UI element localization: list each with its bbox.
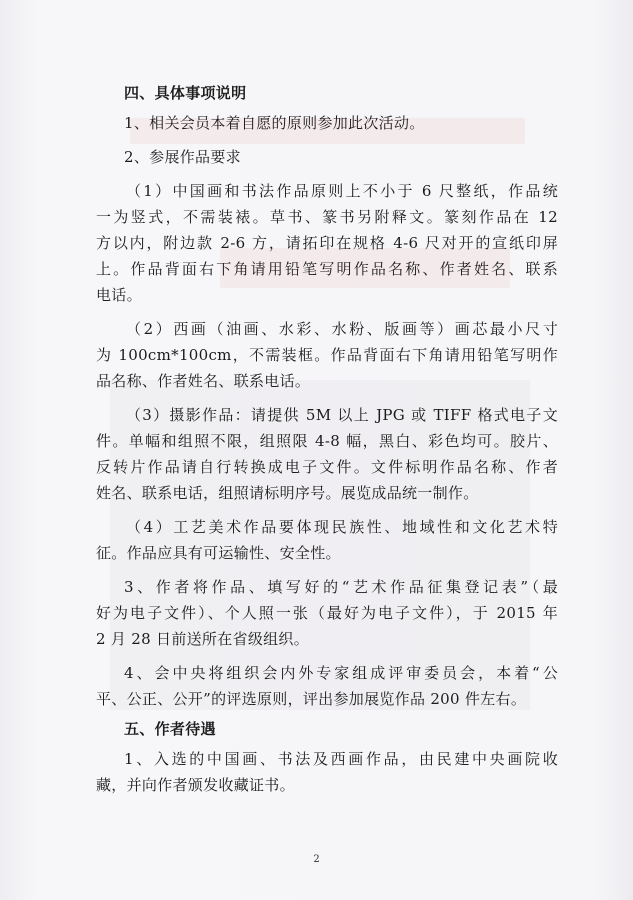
paragraph-line: 1、相关会员本着自愿的原则参加此次活动。 xyxy=(124,114,425,132)
paragraph-line: 2、参展作品要求 xyxy=(124,148,241,166)
page-number: 2 xyxy=(313,854,320,865)
paragraph-line: 平、公正、公开”的评选原则，评出参加展览作品 200 件左右。 xyxy=(96,690,527,708)
paragraph-line: 姓名、联系电话，组照请标明序号。展览成品统一制作。 xyxy=(96,484,479,502)
paragraph-line: 1、入选的中国画、书法及西画作品，由民建中央画院收 xyxy=(124,750,558,768)
document-body xyxy=(96,80,558,798)
paragraph-line: 4、会中央将组织会内外专家组成评审委员会，本着“公 xyxy=(124,664,558,682)
paragraph-line: 上。作品背面右下角请用铅笔写明作品名称、作者姓名、联系 xyxy=(96,260,558,278)
paragraph-line: （4）工艺美术作品要体现民族性、地域性和文化艺术特 xyxy=(126,518,558,536)
paragraph-line: 藏，并向作者颁发收藏证书。 xyxy=(96,776,295,794)
paragraph-line: 为 100cm*100cm，不需装框。作品背面右下角请用铅笔写明作 xyxy=(96,346,558,364)
paragraph-line: 好为电子文件）、个人照一张（最好为电子文件），于 2015 年 xyxy=(96,604,558,622)
paragraph-line: 征。作品应具有可运输性、安全性。 xyxy=(96,544,341,562)
paragraph-line: （3）摄影作品：请提供 5M 以上 JPG 或 TIFF 格式电子文 xyxy=(126,406,558,424)
paragraph-line: 3、作者将作品、填写好的“艺术作品征集登记表”（最 xyxy=(124,578,558,596)
paragraph-line: 一为竖式，不需装裱。草书、篆书另附释文。篆刻作品在 12 xyxy=(96,208,558,226)
paragraph-line: （2）西画（油画、水彩、水粉、版画等）画芯最小尺寸 xyxy=(126,320,558,338)
section-heading-4: 四、具体事项说明 xyxy=(124,84,247,102)
paragraph-line: 电话。 xyxy=(96,286,142,304)
section-heading-5: 五、作者待遇 xyxy=(124,720,216,738)
paragraph-line: 2 月 28 日前送所在省级组织。 xyxy=(96,630,310,648)
paragraph-line: 品名称、作者姓名、联系电话。 xyxy=(96,372,311,390)
paragraph-line: 反转片作品请自行转换成电子文件。文件标明作品名称、作者 xyxy=(96,458,558,476)
paragraph-line: 件。单幅和组照不限，组照限 4-8 幅，黑白、彩色均可。胶片、 xyxy=(96,432,558,450)
paragraph-line: 方以内，附边款 2-6 方，请拓印在规格 4-6 尺对开的宣纸印屏 xyxy=(96,234,558,252)
paragraph-line: （1）中国画和书法作品原则上不小于 6 尺整纸，作品统 xyxy=(126,182,558,200)
